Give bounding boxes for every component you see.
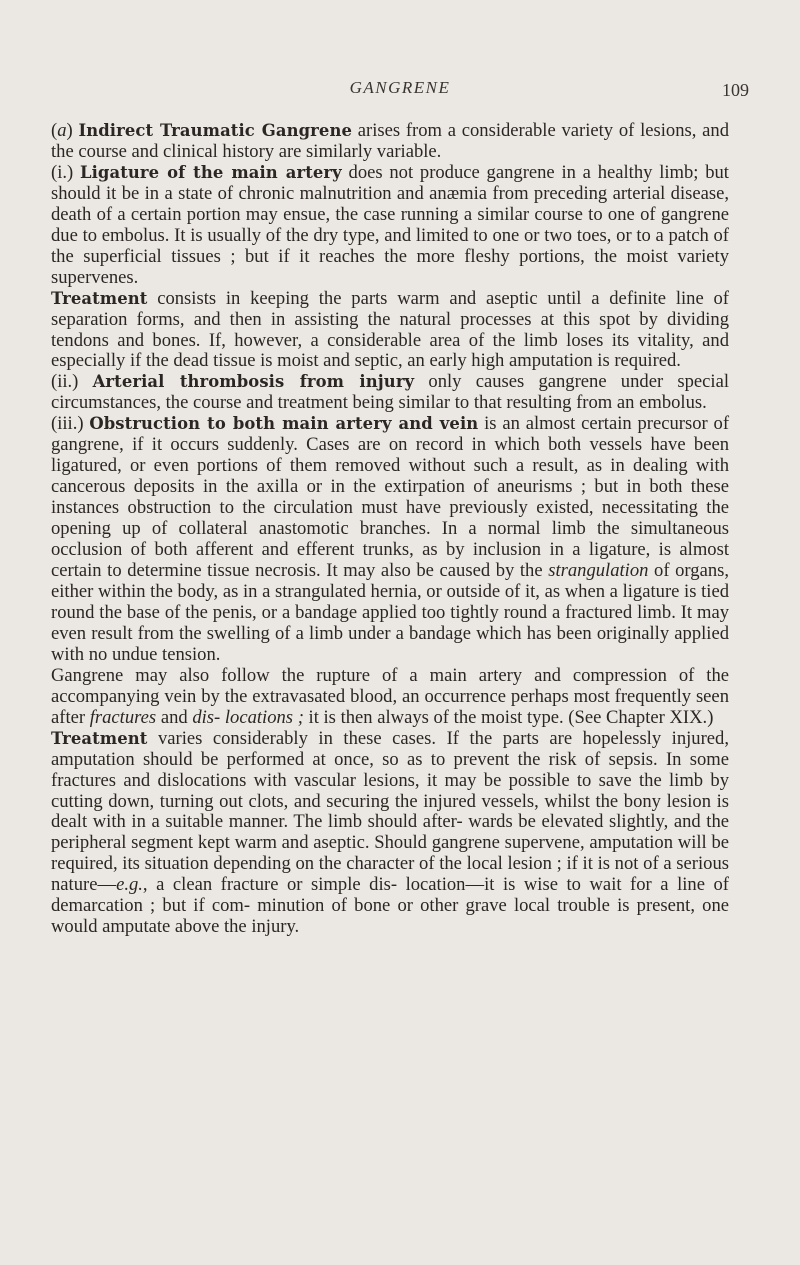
paragraph-treatment-2: Treatment varies considerably in these cases. If the parts are hopelessly injured, amputation should be performed at once, so as to prevent the risk of sepsis. In some fractures and dislocations with vascular lesions, it may be possible to save the limb by cutting down, turning out clots, and securing the injured vessels, whilst the bony lesion is dealt with in a suitable manner. The limb should after- wards be elevated slightly, and the peripheral segment kept warm and aseptic. Should gangrene supervene, amputation will be required, its situation depending on the character of the local lesion ; if it is not of a serious nature—e.g., a clean fracture or simple dis- location—it is wise to wait for a line of demarcation ; but if com- minution of bone or other grave local trouble is present, one would amputate above the injury.: [51, 727, 729, 938]
heading-ligature: Ligature of the main artery: [79, 162, 342, 182]
heading-obstruction: Obstruction to both main artery and vein: [89, 414, 479, 434]
paragraph-rupture: Gangrene may also follow the rupture of a main artery and compression of the accompanying vein by the extravasated blood, an occurrence perhaps most frequently seen after fractures and dis- locations ; it is then always of the moist type. (See Chapter XIX.): [51, 664, 729, 728]
heading-treatment: Treatment: [51, 728, 148, 748]
heading-indirect-traumatic-gangrene: Indirect Traumatic Gangrene: [78, 121, 352, 140]
page-number: 109: [722, 80, 749, 100]
paragraph-arterial-thrombosis: (ii.) Arterial thrombosis from injury only causes gangrene under special circumstances, the course and treatment being similar to that resulting from an embolus.: [51, 371, 729, 414]
paragraph-treatment-1: Treatment consists in keeping the parts warm and aseptic until a definite line of separation forms, and then in assisting the natural processes at this spot by dividing tendons and bones. If, however, a considerable area of the limb loses its vitality, and especially if the dead tissue is moist and septic, an early high amputation is required.: [51, 287, 729, 372]
paragraph-ligature: (i.) Ligature of the main artery does not produce gangrene in a healthy limb; but should it be in a state of chronic malnutrition and anæmia from preceding arterial disease, death of a certain portion may ensue, the case running a similar course to one of gangrene due to embolus. It is usually of the dry type, and limited to one or two toes, or to a patch of the superficial tissues ; but if it reaches the more fleshy portions, the moist variety supervenes.: [51, 161, 729, 288]
body-text: [51, 121, 729, 938]
heading-arterial-thrombosis: Arterial thrombosis from injury: [92, 372, 415, 392]
paragraph-indirect-traumatic-gangrene: (a) Indirect Traumatic Gangrene arises from a considerable variety of lesions, and the course and clinical history are similarly variable.: [51, 120, 729, 162]
paragraph-obstruction: (iii.) Obstruction to both main artery and vein is an almost certain precursor of gangrene, if it occurs suddenly. Cases are on record in which both vessels have been ligatured, or even portions of them removed without such a result, as in dealing with cancerous deposits in the axilla or in the extirpation of aneurisms ; but in both these instances obstruction to the circulation must have previously existed, necessitating the opening up of collateral anastomotic branches. In a normal limb the simultaneous occlusion of both afferent and efferent trunks, as by inclusion in a ligature, is almost certain to determine tissue necrosis. It may also be caused by the strangulation of organs, either within the body, as in a strangulated hernia, or outside of it, as when a ligature is tied round the base of the penis, or a bandage applied too tightly round a fractured limb. It may even result from the swelling of a limb under a bandage which has been originally applied with no undue tension.: [51, 413, 730, 665]
running-title: GANGRENE: [349, 78, 451, 97]
heading-treatment: Treatment: [51, 288, 148, 308]
